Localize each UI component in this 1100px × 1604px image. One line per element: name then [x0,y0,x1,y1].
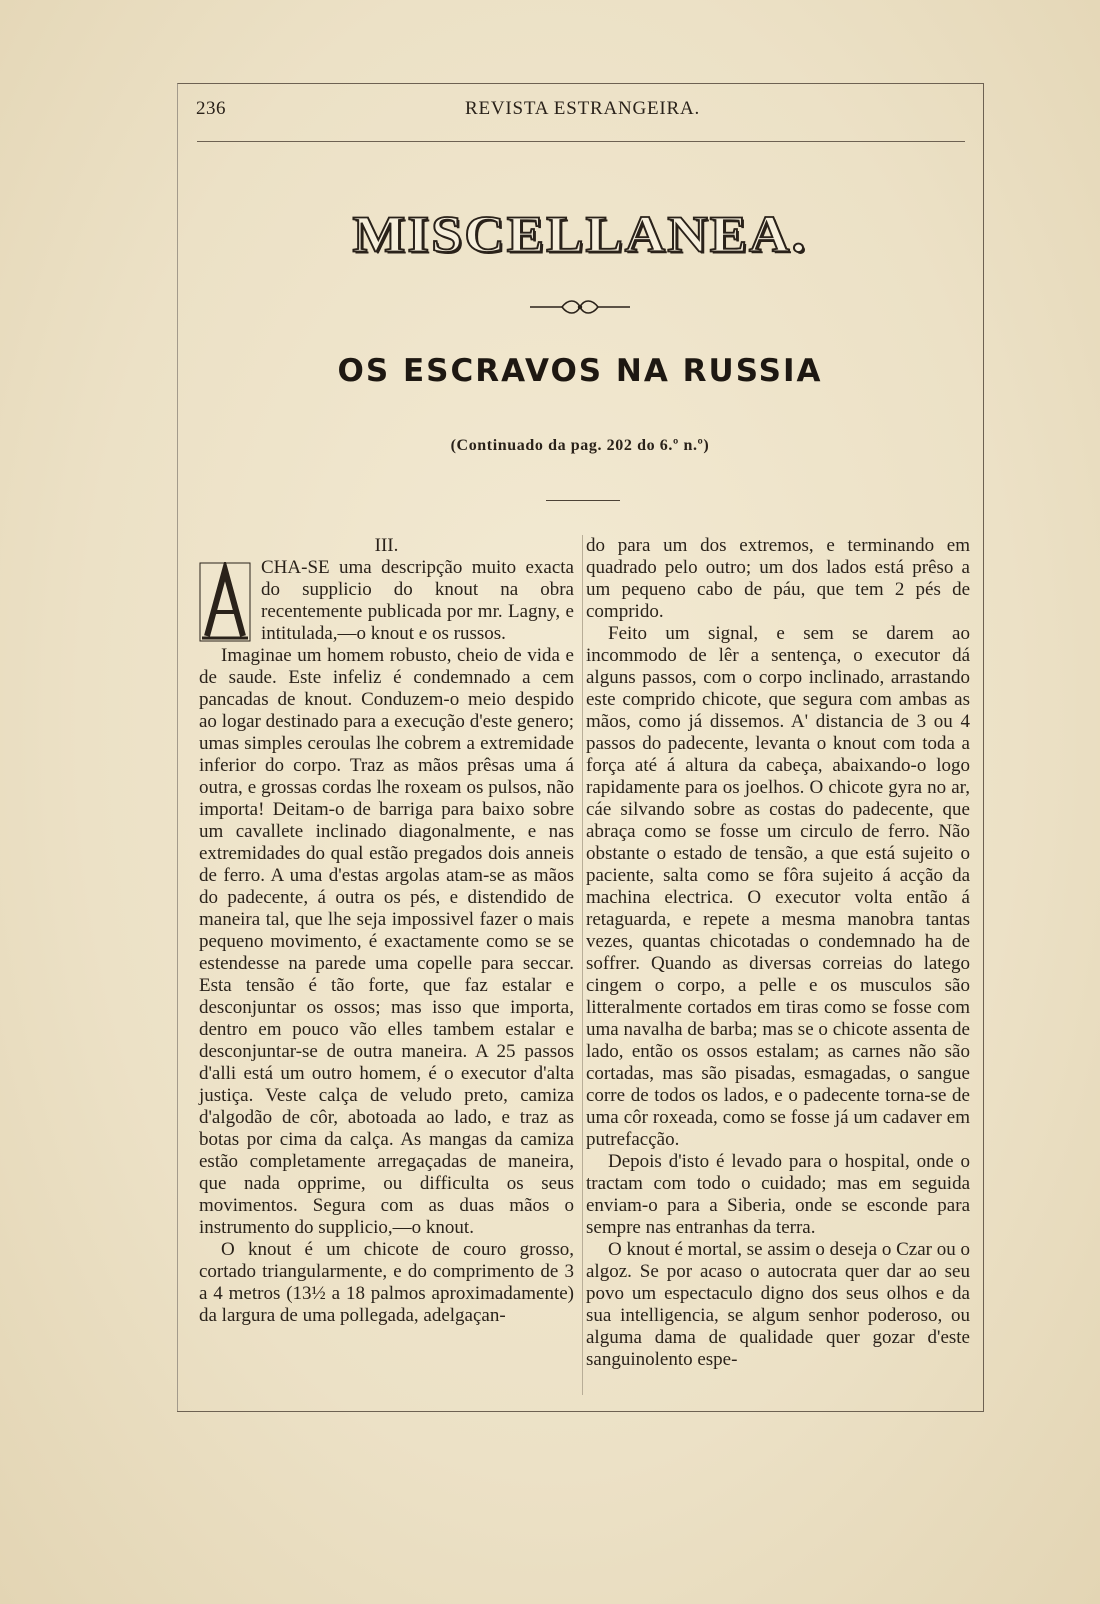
chapter-number: III. [374,535,399,556]
right-paragraph-4: O knout é mortal, se assim o deseja o Czar ou o algoz. Se por acaso o autocrata quer dar ao seu povo um espectaculo digno dos seus olhos e da sua intelligencia, se algum senhor poderoso, ou alguma dama de qualidade quer gozar d'este sanguinolento espe- [586,1239,970,1370]
right-column [586,535,970,1371]
title-rule [546,500,620,501]
left-paragraph-1: CHA-SE uma descripção muito exacta do supplicio do knout na obra recentemente publicada por mr. Lagny, e intitulada,—o knout e os russos. [261,557,574,644]
left-paragraph-2: Imaginae um homem robusto, cheio de vida e de saude. Este infeliz é condemnado a cem pancadas de knout. Conduzem-o meio despido ao logar destinado para a execução d'este genero; umas simples ceroulas lhe cobrem a extremidade inferior do corpo. Traz as mãos prêsas uma á outra, e grossas cordas lhe roxeam os pulsos, não importa! Deitam-o de barriga para baixo sobre um cavallete inclinado diagonalmente, e nas extremidades do qual estão pregados dois anneis de ferro. A uma d'estas argolas atam-se as mãos do padecente, á outra os pés, e distendido de maneira tal, que lhe seja impossivel fazer o mais pequeno movimento, é exactamente como se se estendesse na parede uma copelle para seccar. Esta tensão é tão forte, que faz estalar e desconjuntar os ossos; mas isso que importa, dentro em pouco vão elles tambem estalar e desconjuntar-se de outra maneira. A 25 passos d'alli está um outro homem, é o executor d'alta justiça. Veste calça de veludo preto, camiza d'algodão de côr, abotoada ao lado, e traz as botas por cima da calça. As mangas da camiza estão completamente arregaçadas de maneira, que nada opprime, ou difficulta os seus movimentos. Segura com as duas mãos o instrumento do supplicio,—o knout. [199,645,574,1238]
bottom-rule [177,1411,983,1412]
section-title: MISCELLANEA. [352,206,808,264]
right-paragraph-1: do para um dos extremos, e terminando em quadrado pelo outro; um dos lados está prêso a um pequeno cabo de páu, que tem 2 pés de comprido. [586,535,970,622]
right-paragraph-2: Feito um signal, e sem se darem ao incommodo de lêr a sentença, o executor dá alguns passos, com o corpo inclinado, arrastando este comprido chicote, que segura com ambas as mãos, como já dissemos. A' distancia de 3 ou 4 passos do padecente, levanta o knout com toda a força até á altura da cabeça, abaixando-o logo rapidamente para os joelhos. O chicote gyra no ar, cáe silvando sobre as costas do padecente, que abraça como se fosse um circulo de ferro. Não obstante o estado de tensão, a que está sujeito o paciente, salta como se fôra sujeito á acção da machina electrica. O executor volta então á retaguarda, e repete a mesma manobra tantas vezes, quantas chicotadas o condemnado ha de soffrer. Quando as diversas correias do latego cingem o corpo, a pelle e os musculos são litteralmente cortados em tiras como se fosse com uma navalha de barba; mas se o chicote assenta de lado, então os ossos estalam; as carnes não são cortadas, mas são pisadas, esmagadas, o sangue corre de todos os lados, e o padecente torna-se de uma côr roxeada, como se fosse já um cadaver em putrefacção. [586,623,970,1150]
ornament-divider-icon [528,296,632,318]
page-number: 236 [196,98,226,119]
running-head: REVISTA ESTRANGEIRA. [465,98,701,119]
left-paragraph-3: O knout é um chicote de couro grosso, cortado triangularmente, e do comprimento de 3 a 4 metros (13½ a 18 palmos aproximadamente) da largura de uma pollegada, adelgaçan- [199,1239,574,1326]
header-rule [197,141,965,142]
article-title: OS ESCRAVOS NA RUSSIA [337,353,823,389]
continuation-note: (Continuado da pag. 202 do 6.º n.º) [450,437,710,454]
drop-cap-letter-icon [199,562,251,642]
column-divider [582,535,583,1395]
left-column [199,535,574,1327]
right-paragraph-3: Depois d'isto é levado para o hospital, onde o tractam com todo o cuidado; mas em seguida enviam-o para a Siberia, onde se esconde para sempre nas entranhas da terra. [586,1151,970,1238]
